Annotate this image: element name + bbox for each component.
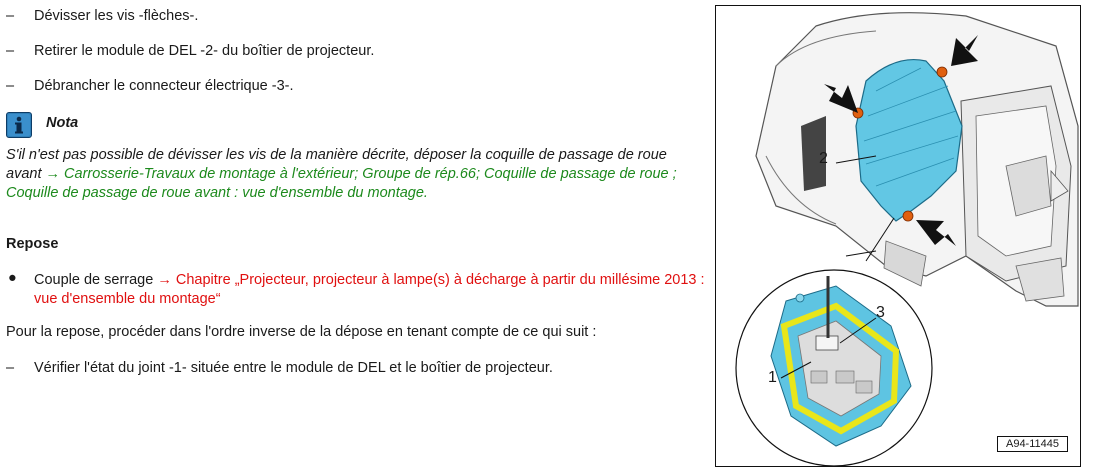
bullet: ● — [8, 270, 17, 286]
figure-reference: A94-11445 — [997, 436, 1068, 452]
callout-3: 3 — [876, 304, 885, 321]
callout-1: 1 — [768, 369, 777, 386]
step-text: Dévisser les vis -flèches-. — [34, 8, 199, 24]
torque-item — [34, 271, 714, 309]
step-dash: – — [6, 78, 15, 94]
chapter-link[interactable]: → Chapitre „Projecteur, projecteur à lampe(s) à décharge à partir du millésime 2013 : vue d'ensemble du montage“ — [34, 272, 705, 307]
step-text: Vérifier l'état du joint -1- située entre le module de DEL et le boîtier de projecteur. — [34, 360, 553, 376]
note-body: S'il n'est pas possible de dévisser les vis de la manière décrite, déposer la coquille de passage de roue avant — [6, 147, 667, 182]
headlamp-figure — [715, 5, 1081, 467]
body-link[interactable]: → Carrosserie-Travaux de montage à l'extérieur; Groupe de rép.66; Coquille de passage de roue ; Coquille de passage de roue avant : vue d'ensemble du montage — [6, 166, 677, 201]
step-dash: – — [6, 360, 15, 376]
step-dash: – — [6, 43, 15, 59]
callout-2: 2 — [819, 150, 828, 167]
torque-label: Couple de serrage — [34, 272, 158, 288]
headlamp-illustration — [716, 6, 1080, 466]
section-heading-repose: Repose — [6, 236, 59, 252]
step-text: Retirer le module de DEL -2- du boîtier de projecteur. — [34, 43, 375, 59]
note-end: . — [423, 185, 428, 201]
note-text — [6, 146, 696, 203]
step-dash: – — [6, 8, 15, 24]
info-icon — [6, 112, 32, 138]
step-text: Débrancher le connecteur électrique -3-. — [34, 78, 294, 94]
reinstall-instruction: Pour la repose, procéder dans l'ordre inverse de la dépose en tenant compte de ce qui suit : — [6, 324, 597, 340]
note-title: Nota — [46, 115, 79, 131]
